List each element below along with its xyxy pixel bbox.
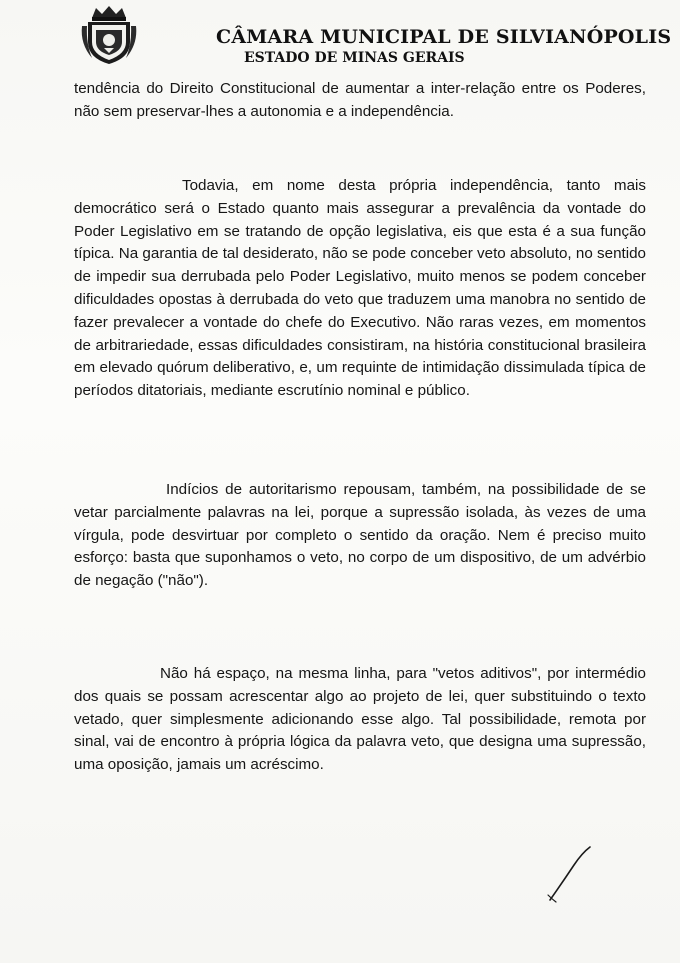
paragraph-text: Indícios de autoritarismo repousam, também, na possibilidade de se vetar parcialmente palavras na lei, porque a supressão isolada, às vezes de uma vírgula, pode desvirtuar por completo o sentido da oração. Nem é preciso muito esforço: basta que suponhamos o veto, no corpo de um dispositivo, de um advérbio de negação ("não"). xyxy=(74,481,646,590)
paragraph-text: tendência do Direito Constitucional de aumentar a inter-relação entre os Poderes, não sem preservar-lhes a autonomia e a independência. xyxy=(74,80,646,120)
page-subtitle: ESTADO DE MINAS GERAIS xyxy=(244,50,465,66)
paragraph-vetos-aditivos xyxy=(74,663,646,777)
paragraph-text: Não há espaço, na mesma linha, para "vetos aditivos", por intermédio dos quais se possam acrescentar algo ao projeto de lei, quer substituindo o texto vetado, quer simplesmente adicionando esse algo. Tal possibilidade, remota por sinal, vai de encontro à própria lógica da palavra veto, que designa uma supressão, uma oposição, jamais um acréscimo. xyxy=(74,665,646,774)
paragraph-veto-absoluto xyxy=(74,175,646,403)
paragraph-continuation xyxy=(74,78,646,124)
municipal-coat-of-arms-icon xyxy=(78,4,140,66)
page-title: CÂMARA MUNICIPAL DE SILVIANÓPOLIS xyxy=(216,26,672,48)
paragraph-text: Todavia, em nome desta própria independência, tanto mais democrático será o Estado quanto mais assegurar a prevalência da vontade do Poder Legislativo em se tratando de opção legislativa, eis que esta é a sua função típica. Na garantia de tal desiderato, não se pode conceber veto absoluto, no sentido de impedir sua derrubada pelo Poder Legislativo, muito menos se podem conceber dificuldades opostas à derrubada do veto que traduzem uma manobra no sentido de fazer prevalecer a vontade do chefe do Executivo. Não raras vezes, em momentos de arbitrariedade, essas dificuldades consistiram, na história constitucional brasileira em elevado quórum deliberativo, e, um requinte de intimidação dissimulada típica de períodos ditatoriais, mediante escrutínio nominal e público. xyxy=(74,177,646,400)
signature-stroke xyxy=(540,845,600,905)
paragraph-autoritarismo xyxy=(74,479,646,593)
